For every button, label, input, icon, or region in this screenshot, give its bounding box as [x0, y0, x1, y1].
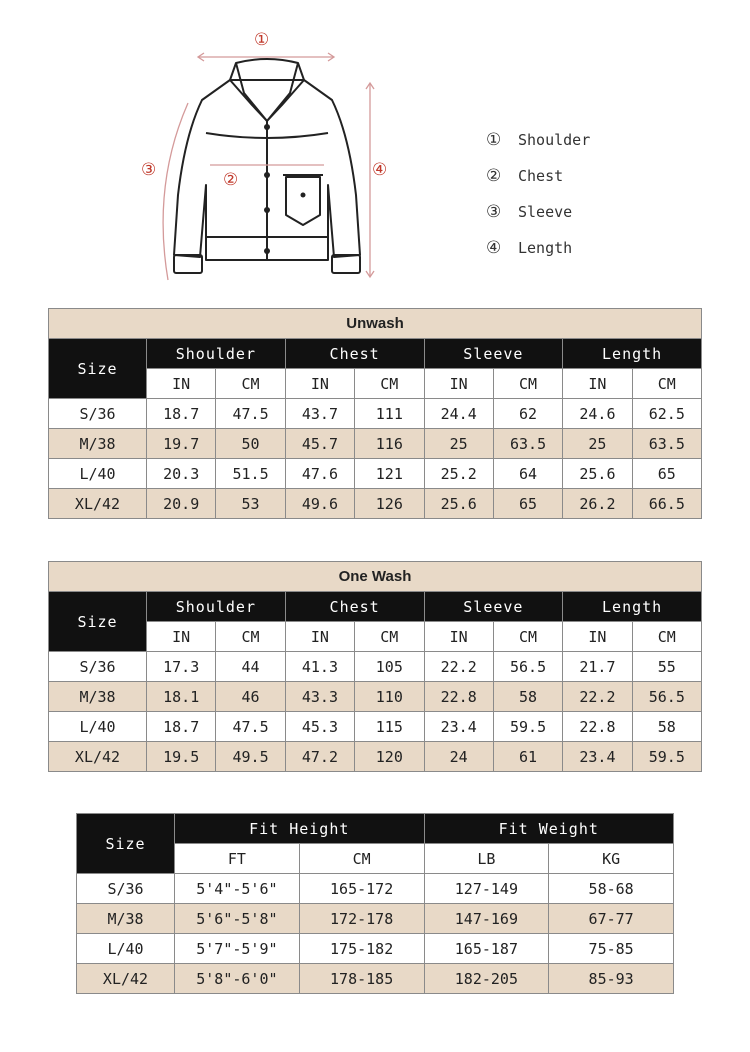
fit-weight-header: Fit Weight	[424, 814, 674, 844]
value-cell: 5'8"-6'0"	[175, 964, 300, 994]
value-cell: 64	[493, 459, 562, 489]
size-cell: XL/42	[49, 489, 147, 519]
unit-cell: CM	[355, 622, 424, 652]
value-cell: 25	[563, 429, 632, 459]
fit-height-header: Fit Height	[175, 814, 425, 844]
table-row	[49, 742, 702, 772]
chest-marker: ②	[223, 170, 239, 190]
table-row	[77, 934, 674, 964]
unit-cell: IN	[147, 622, 216, 652]
unit-cell: CM	[299, 844, 424, 874]
sleeve-header: Sleeve	[424, 592, 563, 622]
value-cell: 58	[632, 712, 701, 742]
unit-cell: IN	[424, 622, 493, 652]
legend-item-shoulder	[486, 122, 590, 158]
value-cell: 56.5	[632, 682, 701, 712]
value-cell: 56.5	[493, 652, 562, 682]
value-cell: 147-169	[424, 904, 549, 934]
length-marker: ④	[372, 160, 388, 180]
fit-size-table	[76, 813, 674, 994]
value-cell: 19.5	[147, 742, 216, 772]
legend-label: Chest	[518, 167, 564, 185]
value-cell: 43.3	[285, 682, 354, 712]
table-row	[77, 904, 674, 934]
unit-cell: CM	[493, 369, 562, 399]
legend-label: Sleeve	[518, 203, 573, 221]
value-cell: 25	[424, 429, 493, 459]
value-cell: 59.5	[632, 742, 701, 772]
value-cell: 23.4	[424, 712, 493, 742]
value-cell: 47.5	[216, 399, 285, 429]
sleeve-header: Sleeve	[424, 339, 563, 369]
size-cell: L/40	[77, 934, 175, 964]
size-header: Size	[49, 339, 147, 399]
value-cell: 85-93	[549, 964, 674, 994]
value-cell: 25.6	[563, 459, 632, 489]
value-cell: 120	[355, 742, 424, 772]
value-cell: 62	[493, 399, 562, 429]
value-cell: 25.2	[424, 459, 493, 489]
size-cell: XL/42	[49, 742, 147, 772]
value-cell: 58	[493, 682, 562, 712]
value-cell: 18.7	[147, 712, 216, 742]
unit-cell: IN	[285, 369, 354, 399]
measurement-legend	[486, 122, 590, 266]
size-cell: L/40	[49, 712, 147, 742]
table-title: Unwash	[49, 309, 702, 339]
legend-item-sleeve	[486, 194, 590, 230]
unit-cell: LB	[424, 844, 549, 874]
unit-cell: CM	[493, 622, 562, 652]
value-cell: 61	[493, 742, 562, 772]
value-cell: 18.1	[147, 682, 216, 712]
value-cell: 22.2	[424, 652, 493, 682]
unit-cell: CM	[632, 622, 701, 652]
value-cell: 121	[355, 459, 424, 489]
table-row	[49, 459, 702, 489]
value-cell: 5'6"-5'8"	[175, 904, 300, 934]
unit-cell: CM	[216, 622, 285, 652]
value-cell: 65	[632, 459, 701, 489]
value-cell: 45.3	[285, 712, 354, 742]
value-cell: 43.7	[285, 399, 354, 429]
table-row	[49, 489, 702, 519]
legend-item-length	[486, 230, 590, 266]
value-cell: 111	[355, 399, 424, 429]
unit-cell: IN	[147, 369, 216, 399]
value-cell: 75-85	[549, 934, 674, 964]
value-cell: 67-77	[549, 904, 674, 934]
value-cell: 41.3	[285, 652, 354, 682]
value-cell: 165-172	[299, 874, 424, 904]
value-cell: 63.5	[493, 429, 562, 459]
value-cell: 21.7	[563, 652, 632, 682]
length-header: Length	[563, 339, 702, 369]
value-cell: 45.7	[285, 429, 354, 459]
unit-cell: IN	[424, 369, 493, 399]
value-cell: 26.2	[563, 489, 632, 519]
value-cell: 115	[355, 712, 424, 742]
table-row	[49, 429, 702, 459]
unit-row	[49, 369, 702, 399]
value-cell: 65	[493, 489, 562, 519]
value-cell: 58-68	[549, 874, 674, 904]
value-cell: 24.6	[563, 399, 632, 429]
value-cell: 62.5	[632, 399, 701, 429]
jacket-outline-icon	[130, 25, 410, 295]
legend-label: Shoulder	[518, 131, 591, 149]
chest-header: Chest	[285, 592, 424, 622]
shoulder-header: Shoulder	[147, 592, 286, 622]
legend-num: ①	[486, 130, 502, 150]
value-cell: 49.5	[216, 742, 285, 772]
length-header: Length	[563, 592, 702, 622]
unit-cell: KG	[549, 844, 674, 874]
table-row	[77, 964, 674, 994]
value-cell: 46	[216, 682, 285, 712]
value-cell: 17.3	[147, 652, 216, 682]
value-cell: 51.5	[216, 459, 285, 489]
unit-cell: IN	[563, 622, 632, 652]
table-row	[49, 399, 702, 429]
value-cell: 22.8	[563, 712, 632, 742]
value-cell: 20.9	[147, 489, 216, 519]
value-cell: 44	[216, 652, 285, 682]
unit-cell: IN	[285, 622, 354, 652]
value-cell: 47.5	[216, 712, 285, 742]
table-title: One Wash	[49, 562, 702, 592]
value-cell: 182-205	[424, 964, 549, 994]
value-cell: 24	[424, 742, 493, 772]
unit-cell: CM	[632, 369, 701, 399]
shoulder-marker: ①	[254, 30, 270, 50]
value-cell: 23.4	[563, 742, 632, 772]
shoulder-header: Shoulder	[147, 339, 286, 369]
value-cell: 24.4	[424, 399, 493, 429]
legend-label: Length	[518, 239, 573, 257]
value-cell: 105	[355, 652, 424, 682]
size-cell: S/36	[49, 399, 147, 429]
value-cell: 178-185	[299, 964, 424, 994]
table-row	[49, 682, 702, 712]
value-cell: 22.8	[424, 682, 493, 712]
size-cell: S/36	[49, 652, 147, 682]
value-cell: 22.2	[563, 682, 632, 712]
unit-cell: IN	[563, 369, 632, 399]
value-cell: 66.5	[632, 489, 701, 519]
value-cell: 50	[216, 429, 285, 459]
value-cell: 5'7"-5'9"	[175, 934, 300, 964]
value-cell: 55	[632, 652, 701, 682]
legend-num: ③	[486, 202, 502, 222]
value-cell: 18.7	[147, 399, 216, 429]
value-cell: 25.6	[424, 489, 493, 519]
size-cell: M/38	[49, 682, 147, 712]
value-cell: 47.6	[285, 459, 354, 489]
value-cell: 172-178	[299, 904, 424, 934]
size-cell: M/38	[77, 904, 175, 934]
unit-row	[49, 622, 702, 652]
table-row	[77, 874, 674, 904]
legend-item-chest	[486, 158, 590, 194]
sleeve-marker: ③	[141, 160, 157, 180]
value-cell: 49.6	[285, 489, 354, 519]
legend-num: ④	[486, 238, 502, 258]
size-cell: L/40	[49, 459, 147, 489]
legend-num: ②	[486, 166, 502, 186]
unit-cell: CM	[216, 369, 285, 399]
value-cell: 47.2	[285, 742, 354, 772]
value-cell: 127-149	[424, 874, 549, 904]
size-header: Size	[77, 814, 175, 874]
size-header: Size	[49, 592, 147, 652]
table-row	[49, 652, 702, 682]
value-cell: 5'4"-5'6"	[175, 874, 300, 904]
size-cell: XL/42	[77, 964, 175, 994]
value-cell: 63.5	[632, 429, 701, 459]
value-cell: 19.7	[147, 429, 216, 459]
value-cell: 165-187	[424, 934, 549, 964]
value-cell: 175-182	[299, 934, 424, 964]
value-cell: 110	[355, 682, 424, 712]
value-cell: 59.5	[493, 712, 562, 742]
table-row	[49, 712, 702, 742]
value-cell: 126	[355, 489, 424, 519]
unit-cell: CM	[355, 369, 424, 399]
jacket-diagram	[130, 25, 410, 295]
value-cell: 53	[216, 489, 285, 519]
value-cell: 20.3	[147, 459, 216, 489]
value-cell: 116	[355, 429, 424, 459]
size-cell: M/38	[49, 429, 147, 459]
size-cell: S/36	[77, 874, 175, 904]
unit-cell: FT	[175, 844, 300, 874]
chest-header: Chest	[285, 339, 424, 369]
unwash-size-table	[48, 308, 702, 519]
onewash-size-table	[48, 561, 702, 772]
